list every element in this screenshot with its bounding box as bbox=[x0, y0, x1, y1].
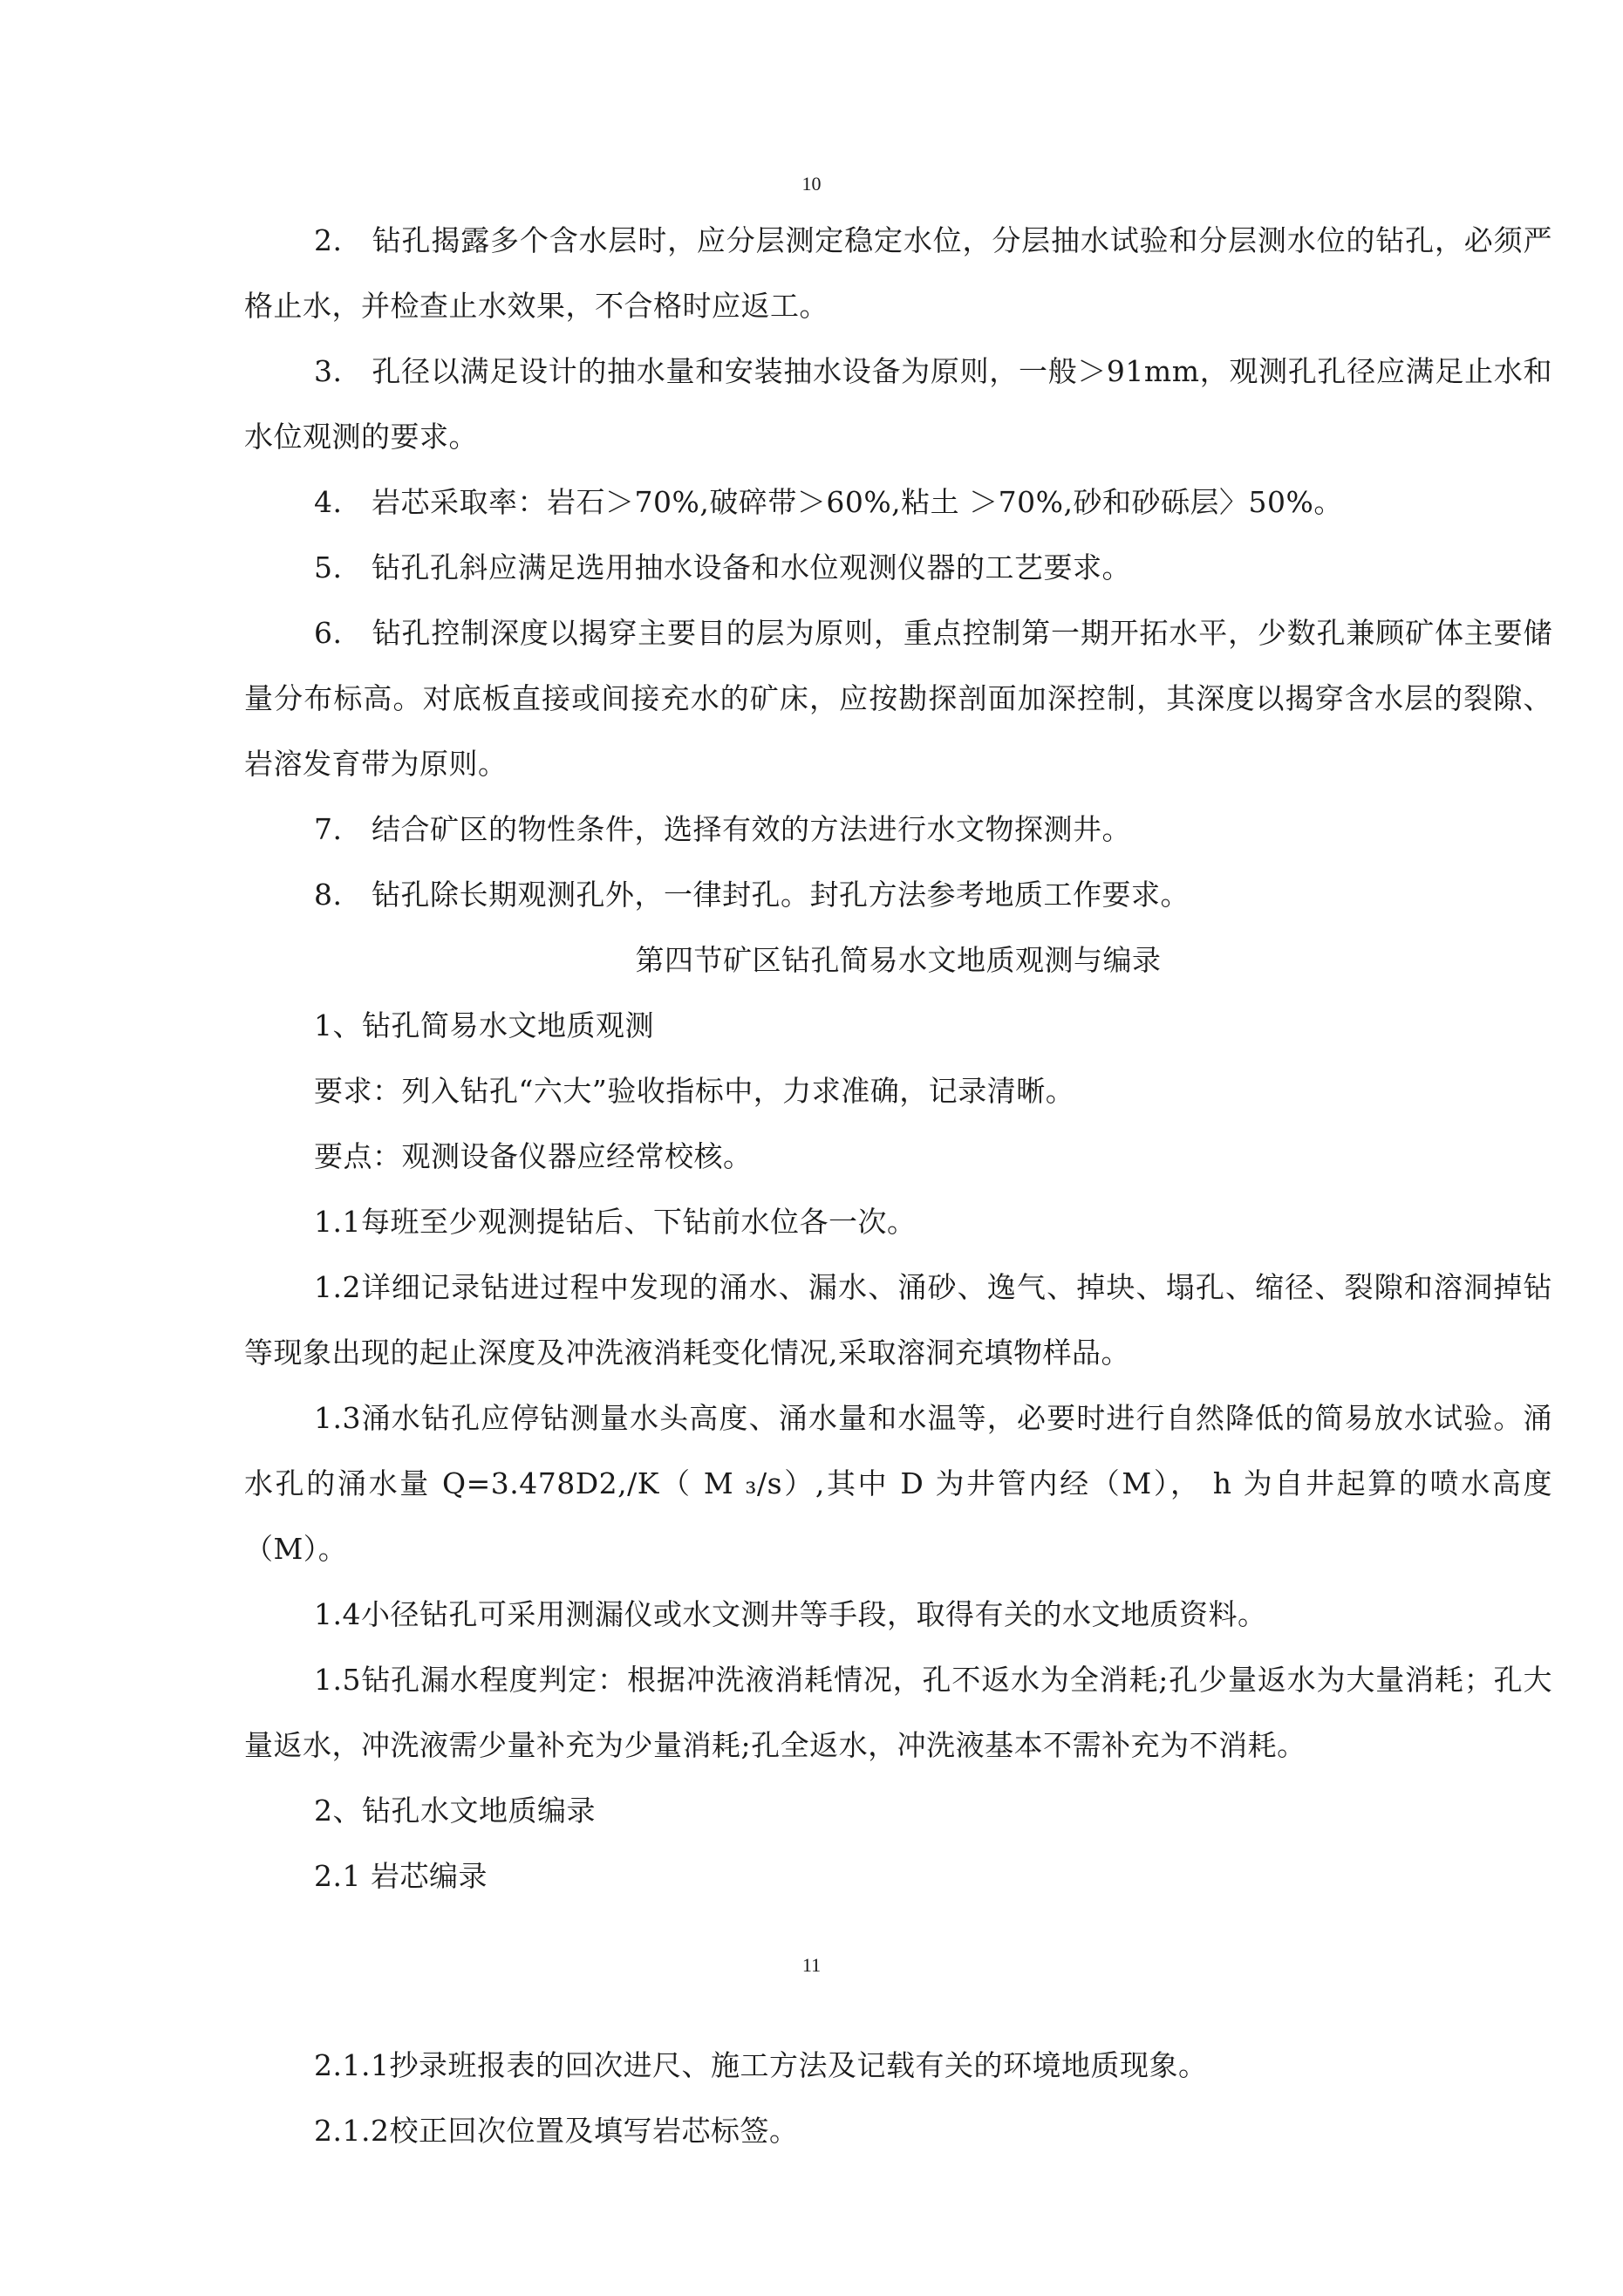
item-2-1-1: 2.1.1抄录班报表的回次进尺、施工方法及记载有关的环境地质现象。 bbox=[314, 2048, 1208, 2082]
requirement-text: 要求：列入钻孔“六大”验收指标中，力求准确，记录清晰。 bbox=[314, 1074, 1075, 1108]
item-1-3: 1.3涌水钻孔应停钻测量水头高度、涌水量和水温等，必要时进行自然降低的简易放水试验。涌水孔的涌水量 Q=3.478D2,/K（ M ₃/s）,其中 D 为井管内经（M）， h 为自井起算的喷水高度（M）。 bbox=[244, 1401, 1552, 1566]
subsection-2-1-title: 2.1 岩芯编录 bbox=[314, 1859, 488, 1893]
paragraph-7: 7. 结合矿区的物性条件，选择有效的方法进行水文物探测井。 bbox=[314, 812, 1131, 846]
paragraph-2: 2. 钻孔揭露多个含水层时，应分层测定稳定水位，分层抽水试验和分层测水位的钻孔，必须严格止水，并检查止水效果，不合格时应返工。 bbox=[244, 223, 1552, 323]
paragraph-8: 8. 钻孔除长期观测孔外，一律封孔。封孔方法参考地质工作要求。 bbox=[314, 878, 1190, 912]
paragraph-5: 5. 钻孔孔斜应满足选用抽水设备和水位观测仪器的工艺要求。 bbox=[314, 550, 1131, 584]
paragraph-3: 3. 孔径以满足设计的抽水量和安装抽水设备为原则，一般＞91mm，观测孔孔径应满足止水和水位观测的要求。 bbox=[244, 354, 1552, 454]
item-1-2: 1.2详细记录钻进过程中发现的涌水、漏水、涌砂、逸气、掉块、塌孔、缩径、裂隙和溶洞掉钻等现象出现的起止深度及冲洗液消耗变化情况,采取溶洞充填物样品。 bbox=[244, 1270, 1552, 1370]
item-1-4: 1.4小径钻孔可采用测漏仪或水文测井等手段，取得有关的水文地质资料。 bbox=[314, 1597, 1267, 1631]
paragraph-4: 4. 岩芯采取率：岩石＞70%,破碎带＞60%,粘土 ＞70%,砂和砂砾层〉50%。 bbox=[314, 485, 1343, 519]
paragraph-6: 6. 钻孔控制深度以揭穿主要目的层为原则，重点控制第一期开拓水平，少数孔兼顾矿体主要储量分布标高。对底板直接或间接充水的矿床，应按勘探剖面加深控制，其深度以揭穿含水层的裂隙、岩溶发育带为原则。 bbox=[244, 616, 1552, 781]
key-points-text: 要点：观测设备仪器应经常校核。 bbox=[314, 1139, 753, 1173]
item-1-5: 1.5钻孔漏水程度判定：根据冲洗液消耗情况，孔不返水为全消耗;孔少量返水为大量消耗；孔大量返水，冲洗液需少量补充为少量消耗;孔全返水，冲洗液基本不需补充为不消耗。 bbox=[244, 1663, 1552, 1762]
page-number-top: 10 bbox=[801, 173, 822, 195]
subsection-2-title: 2、钻孔水文地质编录 bbox=[314, 1794, 596, 1828]
section-title: 第四节矿区钻孔简易水文地质观测与编录 bbox=[635, 943, 1162, 977]
item-2-1-2: 2.1.2校正回次位置及填写岩芯标签。 bbox=[314, 2114, 799, 2148]
page-number-bottom: 11 bbox=[801, 1954, 822, 1976]
item-1-1: 1.1每班至少观测提钻后、下钻前水位各一次。 bbox=[314, 1205, 917, 1239]
subsection-1-title: 1、钻孔简易水文地质观测 bbox=[314, 1008, 654, 1042]
